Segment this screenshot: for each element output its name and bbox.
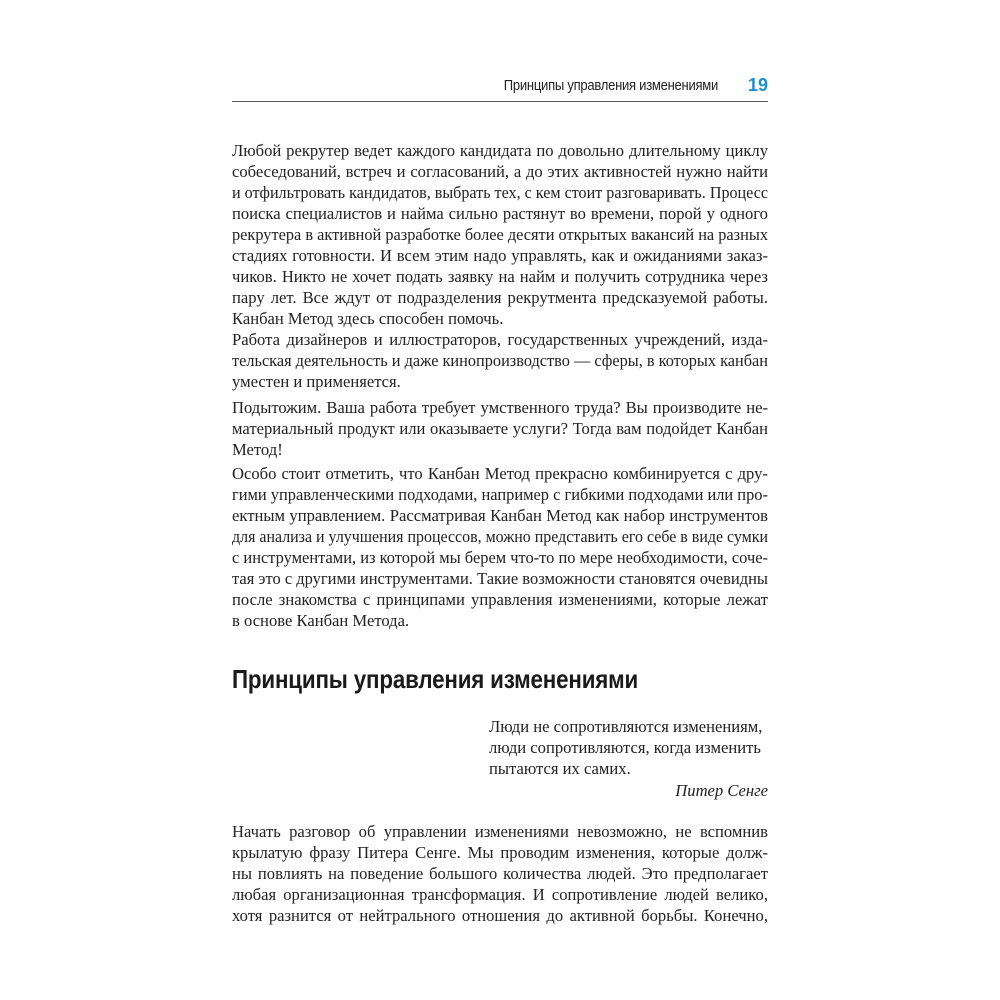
text-line-content: после знакомства с принципами управления изменениями, которые лежат (232, 590, 768, 609)
text-line-content: поиска специалистов и найма сильно растянут во времени, порой у одного (232, 204, 768, 223)
text-line-content: Начать разговор об управлении изменениями невозможно, не вспомнив (232, 822, 769, 841)
text-line (232, 203, 768, 224)
text-line-content: для анализа и улучшения процессов, можно представить его себе в виде сумки (232, 527, 769, 546)
text-line (232, 905, 768, 926)
text-line (232, 350, 768, 371)
text-line-content: ектным управлением. Рассматривая Канбан Метод как набор инструментов (232, 506, 768, 525)
epigraph-line: люди сопротивляются, когда изменить (489, 738, 761, 757)
paragraph-summary (232, 397, 768, 460)
running-title: Принципы управления изменениями (503, 78, 718, 94)
text-line-content: собеседований, встреч и согласований, а до этих активностей нужно найти (232, 162, 768, 181)
paragraph-change-management (232, 821, 768, 926)
text-line (232, 821, 768, 842)
text-line-content: стадиях готовности. И всем этим надо управлять, как и ожиданиями заказ- (232, 246, 768, 265)
epigraph (489, 716, 768, 779)
text-line (232, 329, 768, 350)
text-line (232, 266, 768, 287)
text-line (232, 397, 768, 418)
text-line-content: Работа дизайнеров и иллюстраторов, государственных учреждений, изда- (232, 330, 769, 349)
text-line (232, 161, 768, 182)
text-line-content: рекрутера в активной разработке более десяти открытых вакансий на разных (232, 225, 769, 244)
epigraph-author: Питер Сенге (675, 781, 768, 800)
page-number: 19 (747, 75, 768, 95)
text-line (232, 439, 768, 460)
text-line-content: хотя разнится от нейтрального отношения до активной борьбы. Конечно, (232, 906, 768, 925)
text-line-content: пару лет. Все ждут от подразделения рекрутмента предсказуемой работы. (232, 288, 768, 307)
text-line (232, 842, 768, 863)
text-line (232, 547, 768, 568)
text-line (232, 224, 768, 245)
text-line-content: уместен и применяется. (232, 372, 401, 391)
paragraph-combination (232, 463, 768, 631)
text-line (232, 418, 768, 439)
text-line (232, 463, 768, 484)
text-line-content: Особо стоит отметить, что Канбан Метод прекрасно комбинируется с дру- (232, 464, 768, 483)
text-line (232, 182, 768, 203)
text-line (232, 884, 768, 905)
text-line-content: Любой рекрутер ведет каждого кандидата по довольно длительному циклу (232, 141, 769, 160)
text-line (232, 371, 768, 392)
text-line (232, 308, 768, 329)
text-line-content: ны повлиять на поведение большого количества людей. Это предполагает (232, 864, 768, 883)
epigraph-line: Люди не сопротивляются изменениям, (489, 717, 763, 736)
text-line-content: материальный продукт или оказываете услуги? Тогда вам подойдет Канбан (232, 419, 769, 438)
text-line-content: Канбан Метод здесь способен помочь. (232, 309, 504, 328)
text-line-content: Метод! (232, 440, 283, 459)
text-line-content: чиков. Никто не хочет подать заявку на найм и получить сотрудника через (232, 267, 768, 286)
text-line-content: с инструментами, из которой мы берем что-то по мере необходимости, соче- (232, 548, 768, 567)
text-line (232, 568, 768, 589)
text-line (232, 526, 768, 547)
header-rule (232, 101, 768, 102)
paragraph-recruiting (232, 140, 768, 329)
text-line-content: крылатую фразу Питера Сенге. Мы проводим изменения, которые долж- (232, 843, 768, 862)
text-line (232, 610, 768, 631)
text-line-content: тая это с другими инструментами. Такие возможности становятся очевидны (232, 569, 769, 588)
paragraph-design-work (232, 329, 768, 392)
text-line (232, 863, 768, 884)
text-line (232, 505, 768, 526)
text-line (232, 245, 768, 266)
text-line-content: любая организационная трансформация. И сопротивление людей велико, (232, 885, 768, 904)
text-line (232, 287, 768, 308)
text-line-content: тельская деятельность и даже кинопроизводство — сферы, в которых канбан (232, 351, 768, 370)
text-line (232, 140, 768, 161)
text-line-content: Подытожим. Ваша работа требует умственного труда? Вы производите не- (232, 398, 768, 417)
text-line-content: гими управленческими подходами, например с гибкими подходами или про- (232, 485, 768, 504)
epigraph-line: пытаются их самих. (489, 759, 631, 778)
section-heading: Принципы управления изменениями (232, 664, 639, 694)
text-line (232, 589, 768, 610)
text-line-content: в основе Канбан Метода. (232, 611, 410, 630)
text-line (232, 484, 768, 505)
text-line-content: и отфильтровать кандидатов, выбрать тех, с кем стоит разговаривать. Процесс (232, 183, 769, 202)
